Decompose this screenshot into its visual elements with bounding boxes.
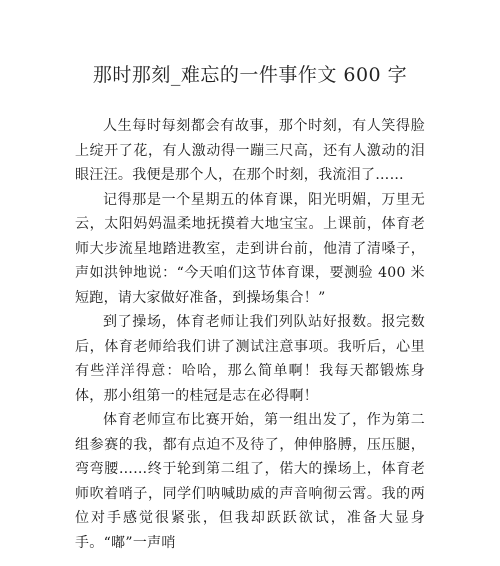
article-title: 那时那刻_难忘的一件事作文 600 字 [92, 64, 408, 86]
paragraph-3: 到了操场，体育老师让我们列队站好报数。报完数后，体育老师给我们讲了测试注意事项。我听后，心里有些洋洋得意：哈哈，那么简单啊！我每天都锻炼身体，那小组第一的桂冠是志在必得啊！ [75, 314, 425, 404]
article-body [75, 114, 425, 555]
paragraph-1: 人生每时每刻都会有故事，那个时刻，有人笑得脸上绽开了花，有人激动得一蹦三尺高，还有人激动的泪眼汪汪。我便是那个人，在那个时刻，我流泪了…… [75, 118, 425, 183]
paragraph-4: 体育老师宣布比赛开始，第一组出发了，作为第二组参赛的我，都有点迫不及待了，伸伸胳膊，压压腿，弯弯腰……终于轮到第二组了，偌大的操场上，体育老师吹着哨子，同学们呐喊助威的声音响彻云霄。我的两位对手感觉很紧张，但我却跃跃欲试，准备大显身手。“嘟”一声哨 [75, 412, 425, 551]
paragraph-2: 记得那是一个星期五的体育课，阳光明媚，万里无云，太阳妈妈温柔地抚摸着大地宝宝。上课前，体育老师大步流星地踏进教室，走到讲台前，他清了清嗓子，声如洪钟地说：“今天咱们这节体育课，要测验 400 米短跑，请大家做好准备，到操场集合！” [75, 191, 425, 306]
